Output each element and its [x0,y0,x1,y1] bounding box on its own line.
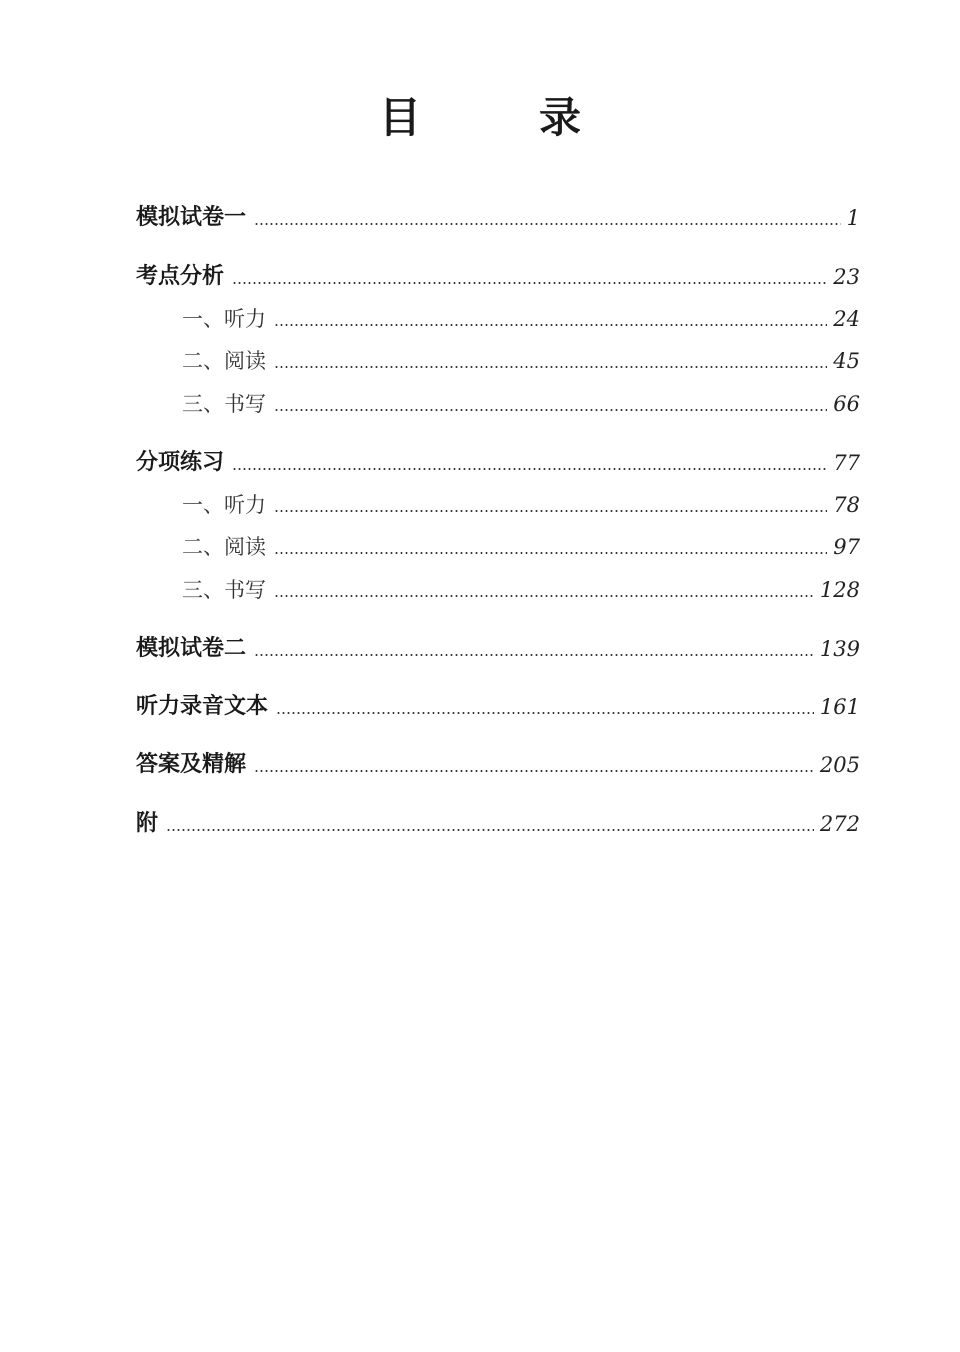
dot-leader [274,510,827,512]
toc-page-number: 139 [819,637,860,661]
dot-leader [232,282,827,284]
toc-label: 三、书写 [182,578,266,602]
toc-label: 考点分析 [136,264,225,289]
toc-label: 听力录音文本 [136,694,269,719]
dot-leader [232,468,827,470]
toc-label: 附 [136,811,159,836]
toc-entry-key-points-writing[interactable] [136,389,860,419]
page-title: 目 录 [378,93,619,142]
toc-entry-answers[interactable] [136,750,860,780]
dot-leader [274,409,827,411]
toc-page-number: 66 [833,392,860,416]
dot-leader [254,770,814,772]
toc-page-number: 128 [819,578,860,602]
toc-entry-mock-exam-2[interactable] [136,634,860,664]
toc-label: 三、书写 [182,392,266,416]
toc-page-number: 1 [846,206,860,230]
toc-entry-key-points[interactable] [136,262,860,292]
toc-page-number: 23 [833,265,860,289]
dot-leader [274,552,827,554]
toc-label: 一、听力 [182,307,266,331]
toc-label: 模拟试卷二 [136,636,247,661]
toc-entry-practice-reading[interactable] [136,532,860,562]
toc-page-number: 161 [819,695,860,719]
toc-entry-practice[interactable] [136,448,860,478]
toc-page-number: 24 [833,307,860,331]
toc-entry-key-points-listening[interactable] [136,304,860,334]
toc-page-number: 45 [833,349,860,373]
toc-entry-practice-listening[interactable] [136,490,860,520]
dot-leader [254,223,841,225]
toc-entry-appendix[interactable] [136,809,860,839]
dot-leader [276,712,814,714]
toc-entry-mock-exam-1[interactable] [136,203,860,233]
toc-entry-key-points-reading[interactable] [136,346,860,376]
dot-leader [254,654,814,656]
toc-page-number: 77 [833,451,860,475]
toc-label: 模拟试卷一 [136,205,247,230]
dot-leader [166,829,814,831]
toc-label: 分项练习 [136,450,225,475]
toc-page-number: 78 [833,493,860,517]
toc-label: 二、阅读 [182,349,266,373]
toc-page-number: 97 [833,535,860,559]
toc-entry-practice-writing[interactable] [136,575,860,605]
toc-entry-listening-transcripts[interactable] [136,692,860,722]
dot-leader [274,595,814,597]
toc-label: 答案及精解 [136,752,247,777]
toc-label: 二、阅读 [182,535,266,559]
toc-page-number: 205 [819,753,860,777]
dot-leader [274,324,827,326]
dot-leader [274,366,827,368]
toc-page-number: 272 [819,812,860,836]
toc-label: 一、听力 [182,493,266,517]
